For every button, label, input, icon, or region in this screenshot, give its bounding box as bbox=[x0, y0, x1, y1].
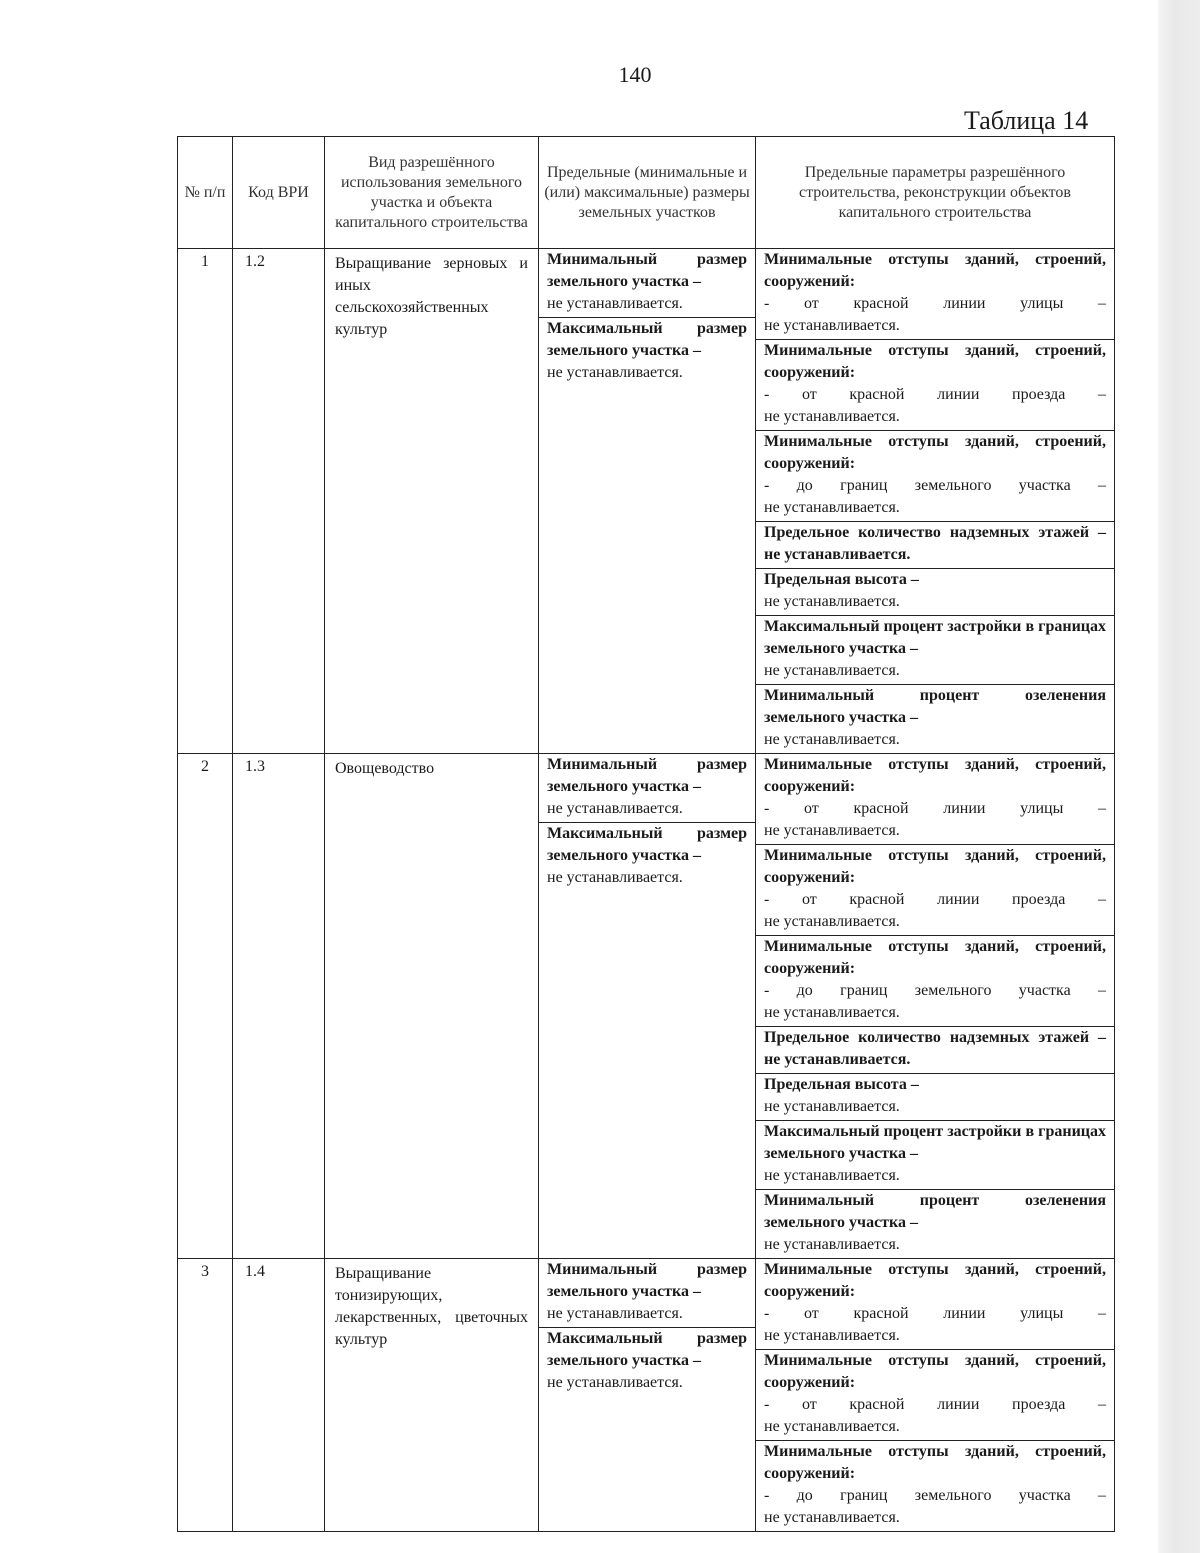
param-head: Минимальные отступы зданий, строений, сооружений: bbox=[764, 1261, 1106, 1300]
size-block bbox=[539, 1328, 755, 1396]
scan-edge-shadow bbox=[1158, 0, 1200, 1553]
param-head: Предельное количество надземных этажей – не устанавливается. bbox=[764, 1029, 1106, 1068]
regulations-table bbox=[177, 136, 1115, 1532]
row-sizes bbox=[539, 1259, 756, 1532]
param-head: Минимальные отступы зданий, строений, сооружений: bbox=[764, 433, 1106, 472]
param-block bbox=[756, 340, 1114, 431]
row-vri bbox=[325, 754, 539, 1259]
row-vri-text: Овощеводство bbox=[335, 760, 435, 777]
param-block bbox=[756, 1441, 1114, 1531]
size-value: не устанавливается. bbox=[547, 869, 683, 886]
param-value: не устанавливается. bbox=[764, 1098, 900, 1115]
param-block bbox=[756, 685, 1114, 753]
param-block bbox=[756, 1259, 1114, 1350]
param-head: Предельная высота – bbox=[764, 1076, 919, 1093]
row-code: 1.3 bbox=[233, 754, 325, 1259]
size-block bbox=[539, 318, 755, 386]
param-line: - до границ земельного участка – bbox=[764, 477, 1106, 494]
param-head: Максимальный процент застройки в границах земельного участка – bbox=[764, 618, 1106, 657]
row-vri-text: Выращивание зерновых и иных сельскохозяйственных культур bbox=[335, 255, 528, 338]
param-block bbox=[756, 616, 1114, 685]
param-block bbox=[756, 431, 1114, 522]
param-block bbox=[756, 1350, 1114, 1441]
table-caption: Таблица 14 bbox=[964, 106, 1089, 135]
param-block bbox=[756, 845, 1114, 936]
size-head: Максимальный размер земельного участка – bbox=[547, 320, 747, 359]
param-value: не устанавливается. bbox=[764, 731, 900, 748]
param-value: не устанавливается. bbox=[764, 1327, 900, 1344]
param-head: Минимальный процент озеленения земельного участка – bbox=[764, 1192, 1106, 1231]
size-value: не устанавливается. bbox=[547, 800, 683, 817]
row-code: 1.4 bbox=[233, 1259, 325, 1532]
row-number: 2 bbox=[178, 754, 233, 1259]
row-params bbox=[756, 754, 1115, 1259]
table-header-row bbox=[178, 137, 1115, 249]
param-block bbox=[756, 1074, 1114, 1121]
param-value: не устанавливается. bbox=[764, 913, 900, 930]
size-head: Максимальный размер земельного участка – bbox=[547, 825, 747, 864]
param-head: Минимальные отступы зданий, строений, сооружений: bbox=[764, 342, 1106, 381]
param-value: не устанавливается. bbox=[764, 822, 900, 839]
table-row bbox=[178, 1259, 1115, 1532]
header-sizes: Предельные (минимальные и (или) максимальные) размеры земельных участков bbox=[539, 137, 756, 249]
param-block bbox=[756, 1121, 1114, 1190]
size-head: Максимальный размер земельного участка – bbox=[547, 1330, 747, 1369]
param-block bbox=[756, 522, 1114, 569]
param-head: Предельная высота – bbox=[764, 571, 919, 588]
param-head: Минимальные отступы зданий, строений, сооружений: bbox=[764, 1352, 1106, 1391]
header-params: Предельные параметры разрешённого строительства, реконструкции объектов капитального строительства bbox=[756, 137, 1115, 249]
row-number: 1 bbox=[178, 249, 233, 754]
param-line: - до границ земельного участка – bbox=[764, 982, 1106, 999]
size-block bbox=[539, 823, 755, 891]
param-block bbox=[756, 754, 1114, 845]
param-head: Предельное количество надземных этажей – не устанавливается. bbox=[764, 524, 1106, 563]
param-value: не устанавливается. bbox=[764, 1167, 900, 1184]
param-value: не устанавливается. bbox=[764, 662, 900, 679]
param-line: - от красной линии проезда – bbox=[764, 386, 1106, 403]
param-value: не устанавливается. bbox=[764, 1004, 900, 1021]
header-code: Код ВРИ bbox=[233, 137, 325, 249]
row-vri bbox=[325, 1259, 539, 1532]
param-value: не устанавливается. bbox=[764, 1418, 900, 1435]
row-vri-text: Выращивание тонизирующих, лекарственных, цветочных культур bbox=[335, 1265, 528, 1348]
param-line: - от красной линии проезда – bbox=[764, 1396, 1106, 1413]
param-block bbox=[756, 1190, 1114, 1258]
size-value: не устанавливается. bbox=[547, 1305, 683, 1322]
size-value: не устанавливается. bbox=[547, 295, 683, 312]
param-line: - от красной линии улицы – bbox=[764, 1305, 1106, 1322]
row-sizes bbox=[539, 249, 756, 754]
row-number: 3 bbox=[178, 1259, 233, 1532]
row-params bbox=[756, 1259, 1115, 1532]
param-line: - от красной линии улицы – bbox=[764, 295, 1106, 312]
table-row bbox=[178, 754, 1115, 1259]
param-head: Минимальные отступы зданий, строений, сооружений: bbox=[764, 847, 1106, 886]
param-head: Минимальные отступы зданий, строений, сооружений: bbox=[764, 756, 1106, 795]
param-line: - до границ земельного участка – bbox=[764, 1487, 1106, 1504]
page-number: 140 bbox=[618, 62, 652, 87]
param-block bbox=[756, 569, 1114, 616]
param-value: не устанавливается. bbox=[764, 1236, 900, 1253]
row-vri bbox=[325, 249, 539, 754]
size-block bbox=[539, 754, 755, 823]
size-head: Минимальный размер земельного участка – bbox=[547, 756, 747, 795]
size-block bbox=[539, 1259, 755, 1328]
size-block bbox=[539, 249, 755, 318]
param-head: Минимальные отступы зданий, строений, сооружений: bbox=[764, 1443, 1106, 1482]
row-sizes bbox=[539, 754, 756, 1259]
size-value: не устанавливается. bbox=[547, 1374, 683, 1391]
row-params bbox=[756, 249, 1115, 754]
size-value: не устанавливается. bbox=[547, 364, 683, 381]
param-head: Минимальный процент озеленения земельного участка – bbox=[764, 687, 1106, 726]
param-head: Минимальные отступы зданий, строений, сооружений: bbox=[764, 938, 1106, 977]
param-value: не устанавливается. bbox=[764, 593, 900, 610]
param-line: - от красной линии проезда – bbox=[764, 891, 1106, 908]
size-head: Минимальный размер земельного участка – bbox=[547, 1261, 747, 1300]
param-value: не устанавливается. bbox=[764, 317, 900, 334]
param-value: не устанавливается. bbox=[764, 1509, 900, 1526]
param-value: не устанавливается. bbox=[764, 499, 900, 516]
header-vri: Вид разрешённого использования земельного участка и объекта капитального строительства bbox=[325, 137, 539, 249]
param-head: Максимальный процент застройки в границах земельного участка – bbox=[764, 1123, 1106, 1162]
size-head: Минимальный размер земельного участка – bbox=[547, 251, 747, 290]
param-block bbox=[756, 1027, 1114, 1074]
param-line: - от красной линии улицы – bbox=[764, 800, 1106, 817]
param-block bbox=[756, 249, 1114, 340]
table-row bbox=[178, 249, 1115, 754]
param-head: Минимальные отступы зданий, строений, сооружений: bbox=[764, 251, 1106, 290]
header-num: № п/п bbox=[178, 137, 233, 249]
param-value: не устанавливается. bbox=[764, 408, 900, 425]
row-code: 1.2 bbox=[233, 249, 325, 754]
param-block bbox=[756, 936, 1114, 1027]
